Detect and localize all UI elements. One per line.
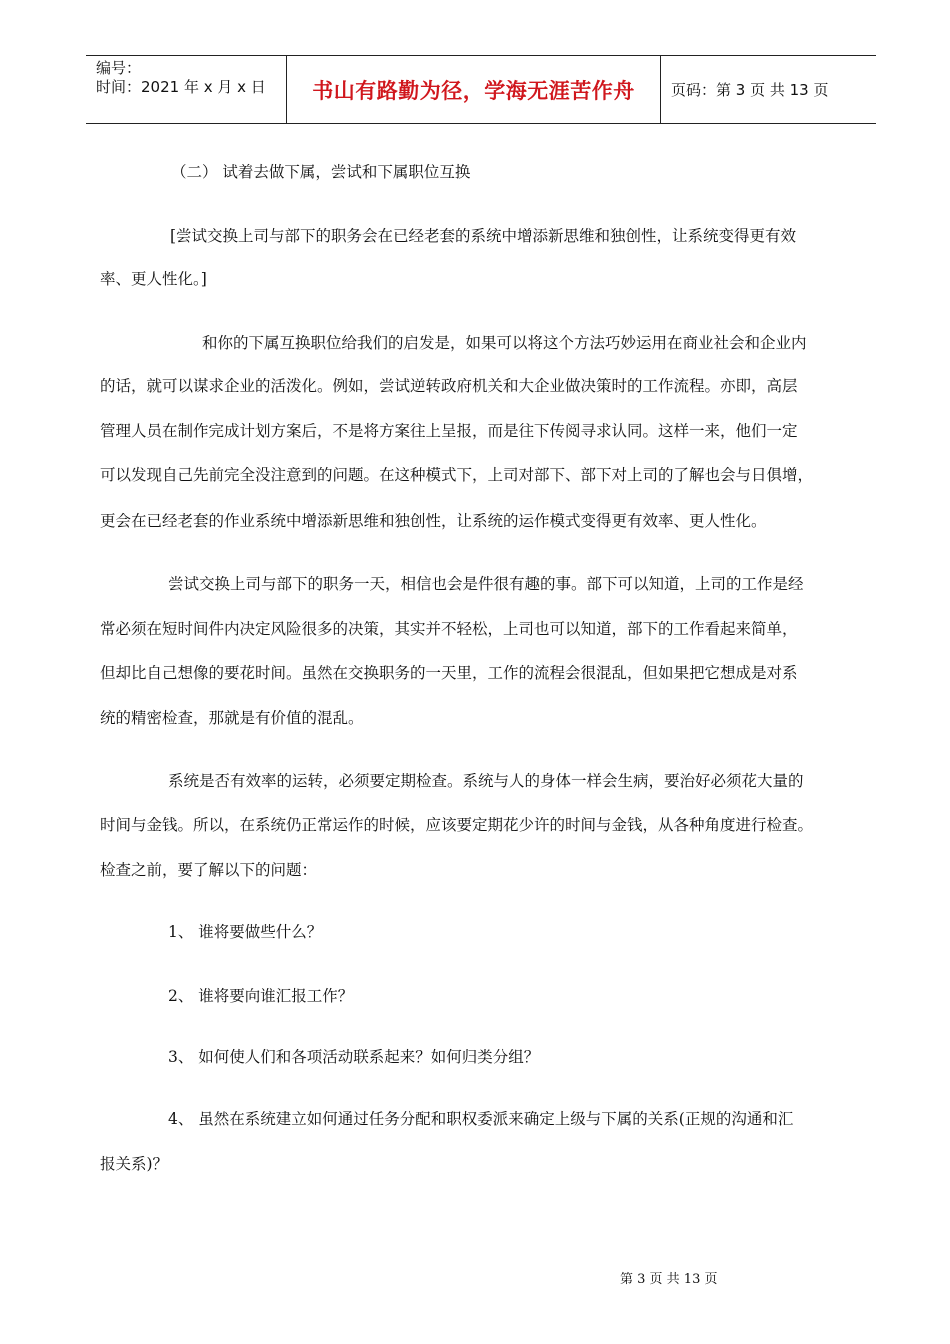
list-item: 2、 谁将要向谁汇报工作？ (168, 987, 354, 1005)
body-line: 检查之前，要了解以下的问题： (100, 861, 318, 879)
body-line: [尝试交换上司与部下的职务会在已经老套的系统中增添新思维和独创性，让系统变得更有效 (170, 227, 797, 245)
body-line: 尝试交换上司与部下的职务一天，相信也会是件很有趣的事。部下可以知道，上司的工作是经 (168, 575, 804, 593)
list-item: 4、 虽然在系统建立如何通过任务分配和职权委派来确定上级与下属的关系(正规的沟通和汇 (168, 1110, 794, 1128)
body-line: 和你的下属互换职位给我们的启发是，如果可以将这个方法巧妙运用在商业社会和企业内 (202, 334, 807, 352)
section-title: （二） 试着去做下属，尝试和下属职位互换 (171, 163, 471, 181)
body-line: 常必须在短时间件内决定风险很多的决策，其实并不轻松，上司也可以知道，部下的工作看起来简单， (100, 620, 798, 638)
body-line: 但却比自己想像的要花时间。虽然在交换职务的一天里，工作的流程会很混乱，但如果把它想成是对系 (100, 664, 798, 682)
body-line: 系统是否有效率的运转，必须要定期检查。系统与人的身体一样会生病，要治好必须花大量的 (168, 772, 804, 790)
list-item: 3、 如何使人们和各项活动联系起来？如何归类分组？ (168, 1048, 540, 1066)
body-line: 可以发现自己先前完全没注意到的问题。在这种模式下，上司对部下、部下对上司的了解也会与日俱增， (100, 466, 814, 484)
body-line: 统的精密检查，那就是有价值的混乱。 (100, 709, 364, 727)
header-meta (86, 56, 287, 123)
header-page-label: 页码：第 3 页 共 13 页 (671, 81, 829, 99)
page-footer: 第 3 页 共 13 页 (620, 1272, 718, 1287)
header-motto: 书山有路勤为径，学海无涯苦作舟 (287, 56, 661, 123)
body-line: 管理人员在制作完成计划方案后，不是将方案往上呈报，而是往下传阅寻求认同。这样一来，他们一定 (100, 422, 798, 440)
body-line: 更会在已经老套的作业系统中增添新思维和独创性，让系统的运作模式变得更有效率、更人性化。 (100, 512, 767, 530)
document-time-label: 时间：2021 年 x 月 x 日 (96, 78, 266, 96)
page-header (86, 55, 876, 124)
list-item-continuation: 报关系)？ (100, 1155, 169, 1173)
document-number-label: 编号： (96, 59, 142, 77)
body-line: 时间与金钱。所以，在系统仍正常运作的时候，应该要定期花少许的时间与金钱，从各种角度进行检查。 (100, 816, 814, 834)
body-line: 的话，就可以谋求企业的活泼化。例如，尝试逆转政府机关和大企业做决策时的工作流程。亦即，高层 (100, 377, 798, 395)
body-line: 率、更人性化。] (100, 270, 207, 288)
list-item: 1、 谁将要做些什么？ (168, 923, 323, 941)
